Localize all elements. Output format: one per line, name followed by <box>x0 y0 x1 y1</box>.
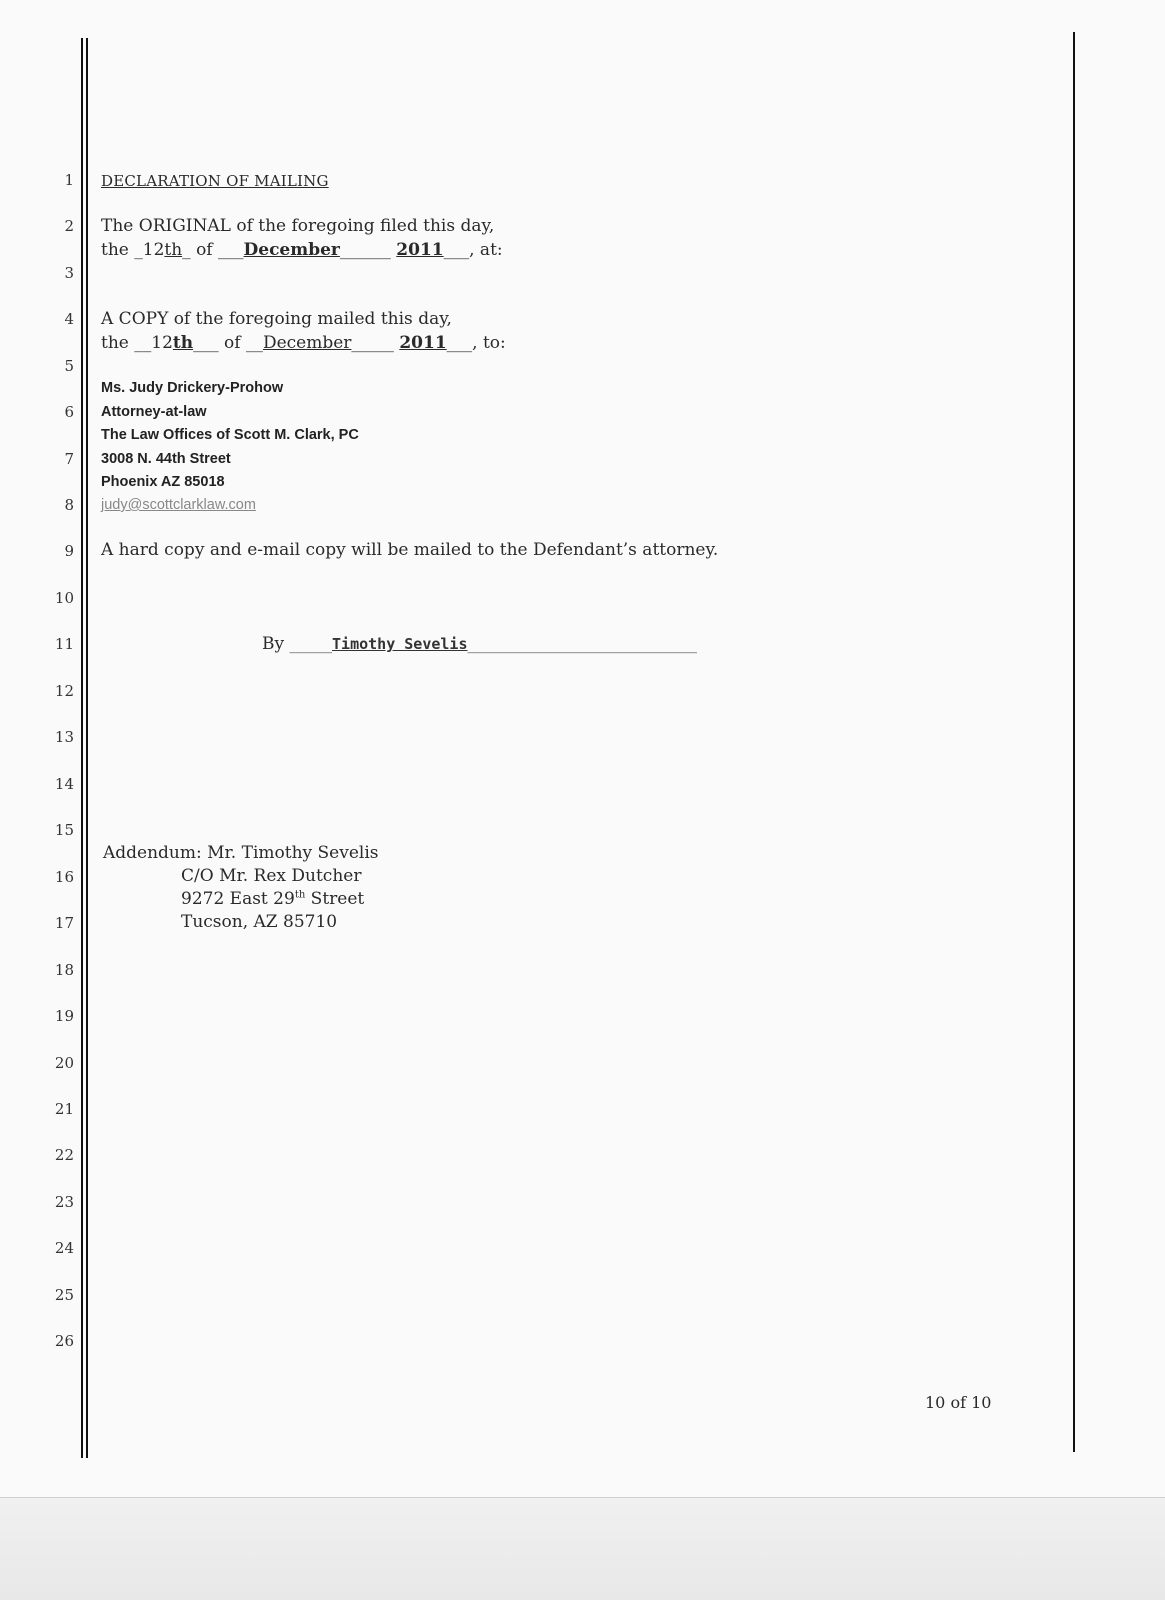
line-number: 3 <box>64 264 74 282</box>
year: 2011 <box>399 333 447 353</box>
line-number: 2 <box>64 217 74 235</box>
date-separator: ______ <box>339 240 397 260</box>
left-margin-rule-inner <box>86 38 88 1458</box>
signature-trail-line: ___________________________ <box>467 634 697 654</box>
line-number: 9 <box>64 542 74 560</box>
line-number: 16 <box>54 868 74 886</box>
date-separator: _ of ___ <box>182 240 244 260</box>
original-statement: The ORIGINAL of the foregoing filed this day, <box>101 216 495 236</box>
month: December <box>262 333 352 353</box>
line-number: 12 <box>54 682 74 700</box>
scan-background <box>0 1498 1165 1600</box>
recipient-city: Phoenix AZ 85018 <box>101 474 225 490</box>
signature-line <box>262 634 697 654</box>
line-number: 26 <box>54 1332 74 1350</box>
recipient-role: Attorney-at-law <box>101 404 207 420</box>
date-separator: _____ <box>351 333 400 353</box>
date-prefix: the __ <box>101 333 152 353</box>
month: December <box>243 240 340 260</box>
line-number: 19 <box>54 1007 74 1025</box>
copy-statement: A COPY of the foregoing mailed this day, <box>101 309 452 329</box>
addendum-care-of: C/O Mr. Rex Dutcher <box>181 866 362 886</box>
right-margin-rule <box>1073 32 1075 1452</box>
line-number: 11 <box>54 635 74 653</box>
line-number: 20 <box>54 1054 74 1072</box>
date-suffix: ___, at: <box>443 240 503 260</box>
addendum-heading: Addendum: Mr. Timothy Sevelis <box>103 843 379 863</box>
recipient-street: 3008 N. 44th Street <box>101 451 231 467</box>
addendum-city: Tucson, AZ 85710 <box>181 912 338 932</box>
street-name: Street <box>305 889 365 909</box>
line-number: 5 <box>64 357 74 375</box>
left-margin-rule-outer <box>81 38 83 1458</box>
line-number: 7 <box>64 450 74 468</box>
line-number: 8 <box>64 496 74 514</box>
line-number: 18 <box>54 961 74 979</box>
date-suffix: ___, to: <box>446 333 506 353</box>
line-number: 15 <box>54 821 74 839</box>
day-number: 12 <box>151 333 173 353</box>
recipient-email: judy@scottclarklaw.com <box>101 497 256 513</box>
page-number: 10 of 10 <box>925 1393 992 1412</box>
recipient-firm: The Law Offices of Scott M. Clark, PC <box>101 427 359 443</box>
line-number: 25 <box>54 1286 74 1304</box>
street-number: 9272 East 29 <box>181 889 295 909</box>
line-number: 23 <box>54 1193 74 1211</box>
line-number: 1 <box>64 171 74 189</box>
line-number: 14 <box>54 775 74 793</box>
original-date-line <box>101 240 503 260</box>
copy-date-line <box>101 333 506 353</box>
line-number: 17 <box>54 914 74 932</box>
line-number: 22 <box>54 1146 74 1164</box>
line-number: 4 <box>64 310 74 328</box>
date-prefix: the _ <box>101 240 143 260</box>
day-suffix: th <box>164 240 183 260</box>
line-number: 6 <box>64 403 74 421</box>
recipient-name: Ms. Judy Drickery-Prohow <box>101 380 284 396</box>
day-suffix: th <box>172 333 194 353</box>
mailing-note: A hard copy and e-mail copy will be mailed to the Defendant’s attorney. <box>101 540 719 560</box>
year: 2011 <box>396 240 444 260</box>
signature-name: Timothy Sevelis <box>332 635 468 653</box>
day-number: 12 <box>142 240 165 260</box>
line-number: 21 <box>54 1100 74 1118</box>
ordinal-suffix: th <box>294 889 306 901</box>
document-title: DECLARATION OF MAILING <box>101 172 329 190</box>
line-number: 13 <box>54 728 74 746</box>
addendum-street <box>181 889 364 909</box>
signature-lead-line: _____ <box>284 634 333 654</box>
signature-by-label: By <box>262 634 285 654</box>
line-number: 24 <box>54 1239 74 1257</box>
date-separator: ___ of __ <box>193 333 263 353</box>
line-number: 10 <box>54 589 74 607</box>
